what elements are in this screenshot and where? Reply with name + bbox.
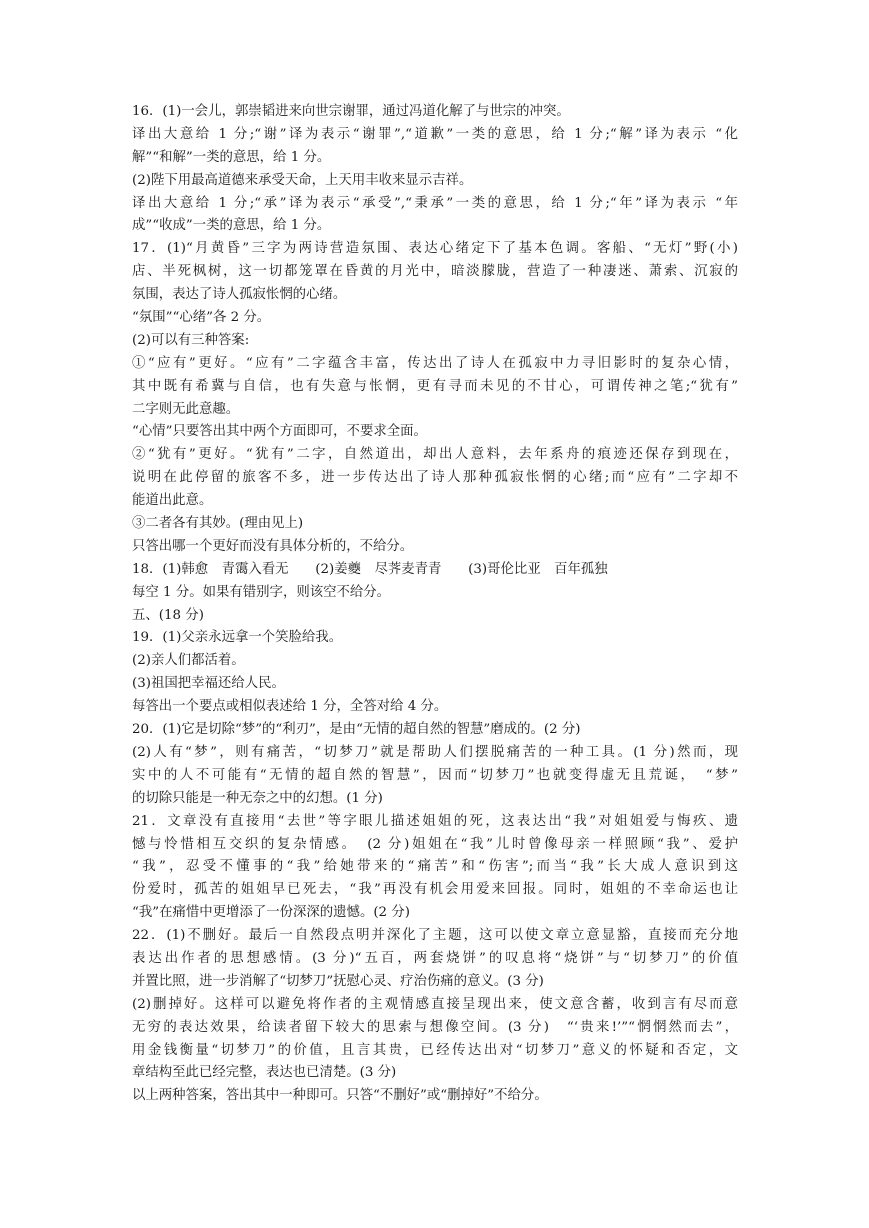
text-line: “我”，忍受不懂事的“我”给她带来的“痛苦”和“伤害”;而当“我”长大成人意识到这: [132, 859, 738, 875]
text-line: 只答出哪一个更好而没有具体分析的，不给分。: [132, 538, 414, 554]
text-line: 章结构至此已经完整，表达也已清楚。(3 分): [132, 1065, 397, 1081]
text-line: 成”“收成”一类的意思，给 1 分。: [132, 218, 331, 234]
text-line: 解”“和解”一类的意思，给 1 分。: [132, 149, 331, 165]
text-line: (2)人有“梦”，则有痛苦，“切梦刀”就是帮助人们摆脱痛苦的一种工具。(1 分)然而，现: [132, 744, 738, 760]
text-line: 每空 1 分。如果有错别字，则该空不给分。: [132, 584, 391, 600]
text-line: 表达出作者的思想感情。(3 分)“五百，两套烧饼”的叹息将“烧饼”与“切梦刀”的价值: [132, 950, 738, 966]
text-line: 憾与怜惜相互交织的复杂情感。 (2 分)姐姐在“我”儿时曾像母亲一样照顾“我”、爱护: [132, 836, 738, 852]
text-line: 说明在此停留的旅客不多，进一步传达出了诗人那种孤寂怅惘的心绪;而“应有”二字却不: [132, 470, 738, 486]
text-line: “心情”只要答出其中两个方面即可，不要求全面。: [132, 424, 427, 440]
text-line: 每答出一个要点或相似表述给 1 分，全答对给 4 分。: [132, 699, 448, 715]
text-line: 16．(1)一会儿，郭崇韬进来向世宗谢罪，通过冯道化解了与世宗的冲突。: [132, 104, 570, 119]
text-line: “氛围”“心绪”各 2 分。: [132, 310, 271, 326]
text-line: (3)祖国把幸福还给人民。: [132, 676, 285, 692]
text-line: 无穷的表达效果，给读者留下较大的思索与想像空间。(3 分) “‘贵来!’”“惘惘然而去”，: [132, 1019, 738, 1035]
text-line: (2)可以有三种答案:: [132, 332, 250, 348]
text-line: (2)亲人们都活着。: [132, 653, 245, 669]
text-line: 18．(1)韩愈 青霭入看无 (2)姜夔 尽荠麦青青 (3)哥伦比亚 百年孤独: [132, 561, 608, 577]
text-line: 以上两种答案，答出其中一种即可。只答“不删好”或“删掉好”不给分。: [132, 1088, 548, 1104]
text-line: ③二者各有其妙。(理由见上): [132, 516, 304, 532]
text-line: 五、(18 分): [132, 607, 204, 623]
answer-key-text: [132, 101, 738, 1108]
text-line: 份爱时，孤苦的姐姐早已死去，“我”再没有机会用爱来回报。同时，姐姐的不幸命运也让: [132, 882, 738, 898]
text-line: 店、半死枫树，这一切都笼罩在昏黄的月光中，暗淡朦胧，营造了一种凄迷、萧索、沉寂的: [132, 264, 738, 280]
text-line: 译出大意给 1 分;“谢”译为表示“谢罪”,“道歉”一类的意思，给 1 分;“解”译为表示 “化: [132, 126, 738, 142]
text-line: 氛围，表达了诗人孤寂怅惘的心绪。: [132, 287, 347, 303]
text-line: (2)陛下用最高道德来承受天命，上天用丰收来显示吉祥。: [132, 172, 473, 188]
text-line: 17．(1)“月黄昏”三字为两诗营造氛围、表达心绪定下了基本色调。客船、“无灯”野(小): [132, 241, 738, 257]
text-line: 其中既有希冀与自信，也有失意与怅惘，更有寻而未见的不甘心，可谓传神之笔;“犹有”: [132, 378, 738, 394]
text-line: 22．(1)不删好。最后一自然段点明并深化了主题，这可以使文章立意显豁，直接而充分地: [132, 928, 738, 944]
text-line: ②“犹有”更好。“犹有”二字，自然道出，却出人意料，去年系舟的痕迹还保存到现在，: [132, 447, 738, 463]
text-line: 并置比照，进一步消解了“切梦刀”抚慰心灵、疗治伤痛的意义。(3 分): [132, 973, 544, 989]
text-line: 二字则无此意趣。: [132, 401, 240, 417]
text-line: 实中的人不可能有“无情的超自然的智慧”，因而“切梦刀”也就变得虚无且荒诞， “梦”: [132, 767, 738, 783]
text-line: 20．(1)它是切除“梦”的“利刃”，是由“无情的超自然的智慧”磨成的。(2 分): [132, 722, 581, 738]
text-line: 的切除只能是一种无奈之中的幻想。(1 分): [132, 790, 383, 806]
text-line: 19．(1)父亲永远拿一个笑脸给我。: [132, 630, 343, 646]
text-line: “我”在痛惜中更增添了一份深深的遗憾。(2 分): [132, 905, 410, 921]
text-line: 21．文章没有直接用“去世”等字眼儿描述姐姐的死，这表达出“我”对姐姐爱与悔疚、遗: [132, 813, 738, 829]
text-line: 能道出此意。: [132, 493, 213, 509]
text-line: 译出大意给 1 分;“承”译为表示“承受”,“秉承”一类的意思，给 1 分;“年”译为表示 “年: [132, 195, 738, 211]
text-line: 用金钱衡量“切梦刀”的价值，且言其贵，已经传达出对“切梦刀”意义的怀疑和否定，文: [132, 1042, 738, 1058]
text-line: ①“应有”更好。“应有”二字蕴含丰富，传达出了诗人在孤寂中力寻旧影时的复杂心情，: [132, 355, 738, 371]
text-line: (2)删掉好。这样可以避免将作者的主观情感直接呈现出来，使文意含蓄，收到言有尽而意: [132, 996, 738, 1012]
